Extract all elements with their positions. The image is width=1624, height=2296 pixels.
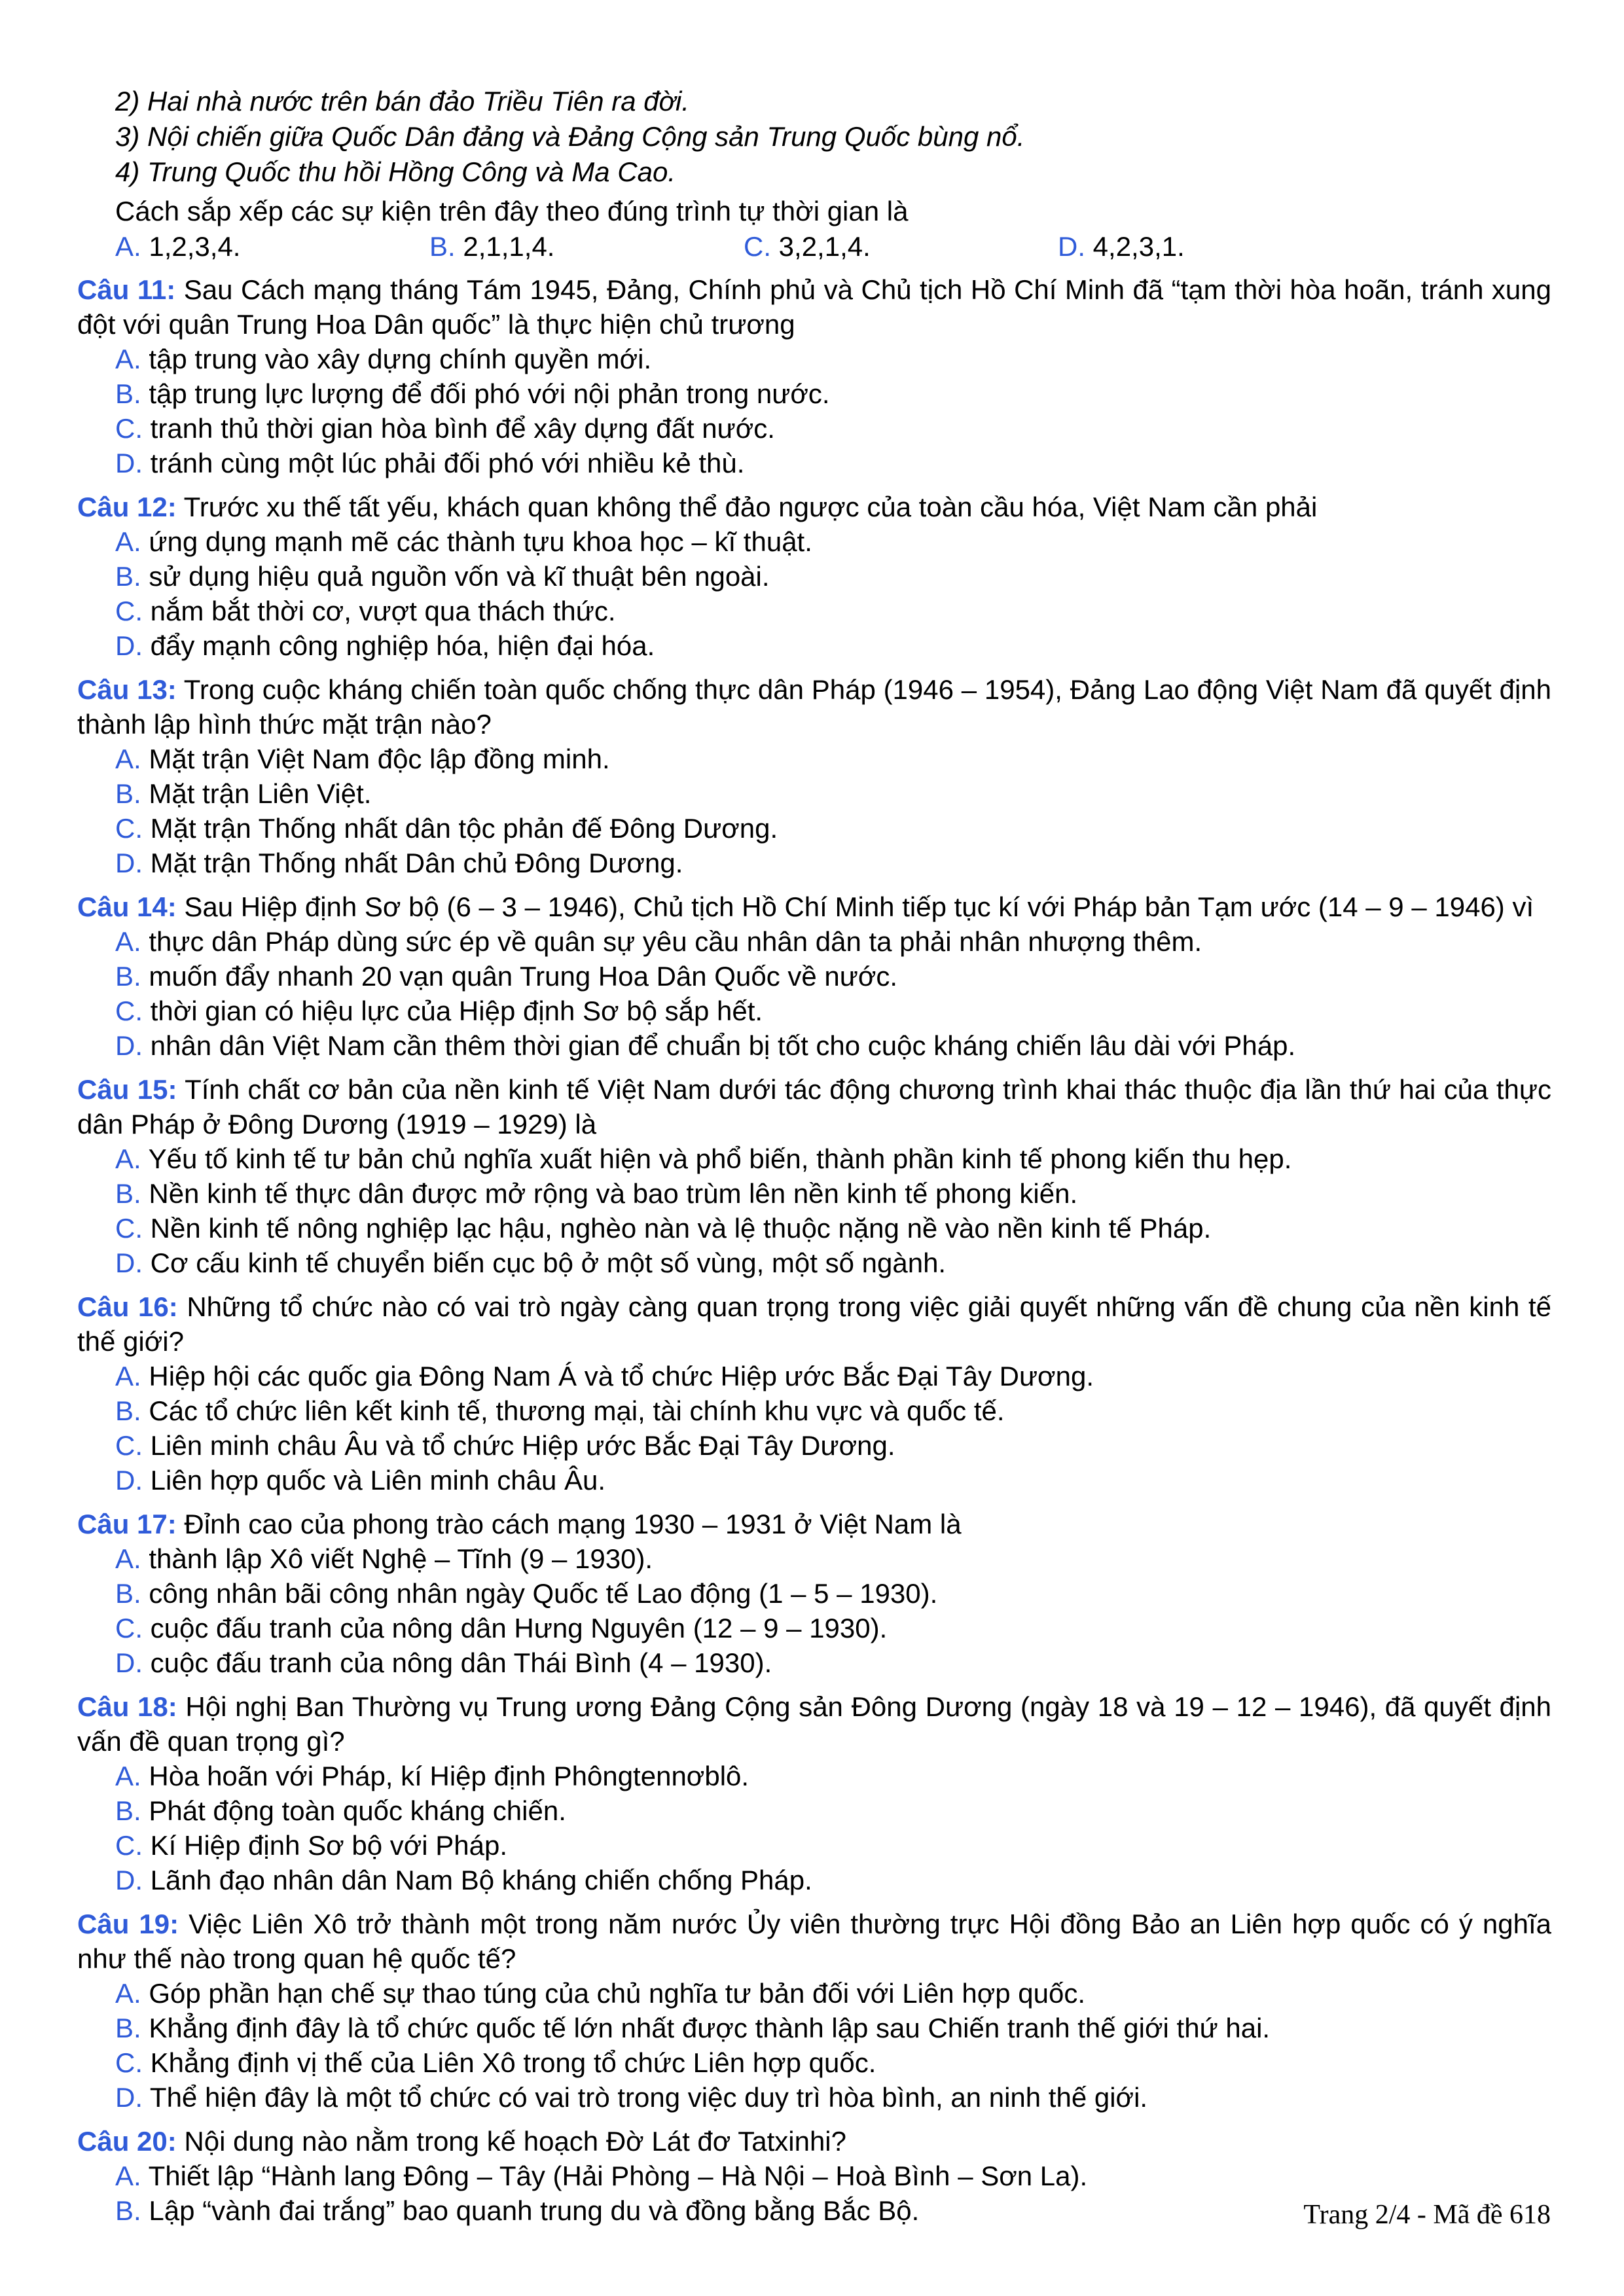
answer-option-a	[115, 1759, 1551, 1793]
option-letter: A.	[115, 1143, 141, 1174]
option-text: Mặt trận Thống nhất Dân chủ Đông Dương.	[143, 848, 683, 878]
option-letter: D.	[115, 1865, 143, 1895]
option-letter: A.	[115, 1978, 141, 2009]
option-text: tập trung vào xây dựng chính quyền mới.	[141, 344, 652, 374]
question-stem: Cách sắp xếp các sự kiện trên đây theo đúng trình tự thời gian là	[115, 196, 909, 226]
answer-option-b	[115, 776, 899, 811]
answer-options	[77, 342, 1551, 480]
answer-option-a	[115, 742, 899, 776]
option-text: Mặt trận Việt Nam độc lập đồng minh.	[141, 744, 610, 774]
option-text: 4,2,3,1.	[1085, 231, 1185, 262]
option-text: sử dụng hiệu quả nguồn vốn và kĩ thuật bên ngoài.	[141, 561, 770, 592]
question	[77, 1507, 1551, 1680]
option-letter: C.	[115, 1213, 143, 1244]
event-item: 4) Trung Quốc thu hồi Hồng Công và Ma Cao.	[115, 156, 676, 187]
question-10-continued	[115, 84, 1555, 264]
option-text: 2,1,1,4.	[455, 231, 555, 262]
option-letter: B.	[115, 2195, 141, 2226]
question-body: Đỉnh cao của phong trào cách mạng 1930 – 1931 ở Việt Nam là	[176, 1509, 962, 1539]
option-letter: C.	[115, 1830, 143, 1861]
option-text: Các tổ chức liên kết kinh tế, thương mại, tài chính khu vực và quốc tế.	[141, 1395, 1005, 1426]
option-text: cuộc đấu tranh của nông dân Hưng Nguyên (12 – 9 – 1930).	[143, 1613, 888, 1643]
answer-option-d	[115, 1463, 1551, 1498]
answer-option-d	[115, 2080, 1551, 2115]
question-text	[77, 1072, 1551, 1141]
option-letter: D.	[115, 1647, 143, 1678]
option-text: tránh cùng một lúc phải đối phó với nhiều kẻ thù.	[143, 448, 745, 478]
question-body: Hội nghị Ban Thường vụ Trung ương Đảng Cộng sản Đông Dương (ngày 18 và 19 – 12 – 1946), đã quyết định vấn đề quan trọng gì?	[77, 1691, 1551, 1757]
option-letter: C.	[115, 813, 143, 844]
answer-option-d	[115, 446, 1551, 480]
option-text: Hòa hoãn với Pháp, kí Hiệp định Phôngtennơblô.	[141, 1761, 749, 1791]
option-text: tập trung lực lượng để đối phó với nội phản trong nước.	[141, 378, 830, 409]
option-text: Góp phần hạn chế sự thao túng của chủ nghĩa tư bản đối với Liên hợp quốc.	[141, 1978, 1086, 2009]
answer-options	[77, 1359, 1551, 1498]
option-text: Thiết lập “Hành lang Đông – Tây (Hải Phòng – Hà Nội – Hoà Bình – Sơn La).	[141, 2161, 1088, 2191]
question-body: Việc Liên Xô trở thành một trong năm nước Ủy viên thường trực Hội đồng Bảo an Liên hợp quốc có ý nghĩa như thế nào trong quan hệ quốc tế?	[77, 1909, 1552, 1974]
answer-option-a	[115, 924, 1551, 959]
question-text	[77, 1689, 1551, 1759]
option-text: Cơ cấu kinh tế chuyển biến cục bộ ở một số vùng, một số ngành.	[143, 1247, 947, 1278]
option-text: Hiệp hội các quốc gia Đông Nam Á và tổ chức Hiệp ước Bắc Đại Tây Dương.	[141, 1361, 1094, 1391]
answer-option-c	[115, 594, 1551, 628]
question-text	[77, 1507, 1551, 1541]
question	[77, 1907, 1551, 2115]
option-text: Khẳng định đây là tổ chức quốc tế lớn nhất được thành lập sau Chiến tranh thế giới thứ hai.	[141, 2013, 1271, 2043]
question-text	[77, 1907, 1551, 1976]
question-body: Sau Cách mạng tháng Tám 1945, Đảng, Chính phủ và Chủ tịch Hồ Chí Minh đã “tạm thời hòa hoãn, tránh xung đột với quân Trung Hoa Dân quốc” là thực hiện chủ trương	[77, 274, 1551, 340]
option-text: thực dân Pháp dùng sức ép về quân sự yêu cầu nhân dân ta phải nhân nhượng thêm.	[141, 926, 1202, 957]
question-text	[77, 272, 1551, 342]
option-letter: A.	[115, 344, 141, 374]
question-body: Những tổ chức nào có vai trò ngày càng quan trọng trong việc giải quyết những vấn đề chung của nền kinh tế thế giới?	[77, 1291, 1551, 1357]
answer-option-b	[115, 1793, 1551, 1828]
answer-options	[77, 1976, 1551, 2115]
answer-option-d	[115, 1863, 1551, 1897]
answer-option-c	[115, 1828, 1551, 1863]
option-letter: B.	[115, 778, 141, 809]
option-letter: D.	[115, 1030, 143, 1061]
answer-options	[77, 1541, 1551, 1680]
option-text: ứng dụng mạnh mẽ các thành tựu khoa học – kĩ thuật.	[141, 526, 812, 557]
option-letter: A.	[115, 1761, 141, 1791]
question-label: Câu 19:	[77, 1909, 179, 1939]
answer-option-c	[115, 811, 899, 846]
option-letter: C.	[115, 996, 143, 1026]
answer-option-a	[115, 342, 1551, 376]
question-text	[77, 672, 1551, 742]
option-letter: A.	[115, 231, 141, 262]
answer-option-c	[115, 1428, 1551, 1463]
option-letter: D.	[115, 848, 143, 878]
option-letter: A.	[115, 1361, 141, 1391]
option-letter: B.	[115, 378, 141, 409]
option-text: Kí Hiệp định Sơ bộ với Pháp.	[143, 1830, 508, 1861]
answer-option-d	[115, 1645, 1551, 1680]
answer-option-d	[1058, 229, 1372, 264]
option-text: đẩy mạnh công nghiệp hóa, hiện đại hóa.	[143, 630, 655, 661]
option-letter: D.	[115, 448, 143, 478]
question	[77, 1689, 1551, 1897]
answer-option-a	[115, 1141, 1551, 1176]
answer-option-a	[115, 1541, 1551, 1576]
option-text: Khẳng định vị thế của Liên Xô trong tổ chức Liên hợp quốc.	[143, 2047, 876, 2078]
answer-option-b	[115, 559, 1551, 594]
answer-option-a	[115, 1976, 1551, 2011]
option-letter: C.	[115, 596, 143, 626]
answer-option-d	[115, 1028, 1551, 1063]
question	[77, 889, 1551, 1063]
option-letter: A.	[115, 2161, 141, 2191]
question	[77, 1289, 1551, 1498]
option-text: 3,2,1,4.	[771, 231, 871, 262]
option-letter: C.	[115, 1613, 143, 1643]
option-text: 1,2,3,4.	[141, 231, 241, 262]
question-label: Câu 12:	[77, 492, 177, 522]
option-letter: D.	[115, 1247, 143, 1278]
question-text	[77, 2124, 1551, 2159]
answer-option-b	[115, 959, 1551, 994]
option-letter: C.	[115, 413, 143, 444]
question-list	[77, 272, 1551, 2237]
answer-option-c	[115, 1211, 1551, 1246]
option-text: Phát động toàn quốc kháng chiến.	[141, 1795, 566, 1826]
option-letter: D.	[1058, 231, 1085, 262]
question-body: Trước xu thế tất yếu, khách quan không thể đảo ngược của toàn cầu hóa, Việt Nam cần phải	[176, 492, 1318, 522]
question-body: Nội dung nào nằm trong kế hoạch Đờ Lát đơ Tatxinhi?	[176, 2126, 846, 2157]
answer-option-c	[115, 994, 1551, 1028]
option-text: Nền kinh tế thực dân được mở rộng và bao trùm lên nền kinh tế phong kiến.	[141, 1178, 1078, 1209]
answer-options	[77, 1759, 1551, 1897]
answer-option-d	[115, 628, 1551, 663]
answer-option-c	[744, 229, 1058, 264]
question-text	[77, 490, 1551, 524]
option-text: thành lập Xô viết Nghệ – Tĩnh (9 – 1930).	[141, 1543, 653, 1574]
option-text: Thể hiện đây là một tổ chức có vai trò trong việc duy trì hòa bình, an ninh thế giới.	[143, 2082, 1148, 2113]
option-text: Lãnh đạo nhân dân Nam Bộ kháng chiến chống Pháp.	[143, 1865, 812, 1895]
option-letter: B.	[115, 1795, 141, 1826]
option-text: cuộc đấu tranh của nông dân Thái Bình (4 – 1930).	[143, 1647, 772, 1678]
option-text: Mặt trận Liên Việt.	[141, 778, 372, 809]
question	[77, 272, 1551, 480]
option-letter: C.	[744, 231, 771, 262]
option-letter: D.	[115, 2082, 143, 2113]
option-letter: A.	[115, 526, 141, 557]
answer-option-a	[115, 1359, 1551, 1393]
option-letter: C.	[115, 2047, 143, 2078]
option-letter: B.	[115, 961, 141, 992]
answer-options	[77, 924, 1551, 1063]
option-letter: A.	[115, 744, 141, 774]
question	[77, 490, 1551, 663]
answer-options	[77, 742, 1551, 880]
answer-option-a	[115, 2159, 1551, 2193]
option-letter: D.	[115, 630, 143, 661]
event-item: 2) Hai nhà nước trên bán đảo Triều Tiên ra đời.	[115, 86, 690, 117]
answer-option-c	[115, 411, 1551, 446]
answer-options	[77, 524, 1551, 663]
option-text: Yếu tố kinh tế tư bản chủ nghĩa xuất hiện và phổ biến, thành phần kinh tế phong kiến thu hẹp.	[141, 1143, 1292, 1174]
question-label: Câu 14:	[77, 891, 177, 922]
question-text	[77, 889, 1551, 924]
question-label: Câu 18:	[77, 1691, 177, 1722]
option-text: Liên minh châu Âu và tổ chức Hiệp ước Bắc Đại Tây Dương.	[143, 1430, 895, 1461]
option-text: Mặt trận Thống nhất dân tộc phản đế Đông Dương.	[143, 813, 778, 844]
option-letter: B.	[115, 561, 141, 592]
option-text: tranh thủ thời gian hòa bình để xây dựng đất nước.	[143, 413, 775, 444]
option-letter: B.	[115, 2013, 141, 2043]
answer-option-b	[115, 376, 1551, 411]
question	[77, 672, 1551, 880]
option-letter: B.	[115, 1395, 141, 1426]
option-text: nhân dân Việt Nam cần thêm thời gian để chuẩn bị tốt cho cuộc kháng chiến lâu dài với Pháp.	[143, 1030, 1296, 1061]
answer-option-b	[115, 1393, 1551, 1428]
option-text: nắm bắt thời cơ, vượt qua thách thức.	[143, 596, 616, 626]
option-letter: D.	[115, 1465, 143, 1496]
answer-options	[115, 229, 1555, 264]
question-label: Câu 20:	[77, 2126, 177, 2157]
answer-option-b	[115, 1576, 1551, 1611]
answer-option-b	[115, 2011, 1551, 2045]
question-body: Trong cuộc kháng chiến toàn quốc chống thực dân Pháp (1946 – 1954), Đảng Lao động Việt Nam đã quyết định thành lập hình thức mặt trận nào?	[77, 674, 1552, 740]
question-label: Câu 17:	[77, 1509, 177, 1539]
answer-option-c	[115, 2045, 1551, 2080]
answer-option-d	[115, 1246, 1551, 1280]
option-letter: A.	[115, 1543, 141, 1574]
question-text	[77, 1289, 1551, 1359]
question-label: Câu 13:	[77, 674, 177, 705]
option-letter: B.	[115, 1178, 141, 1209]
option-text: công nhân bãi công nhân ngày Quốc tế Lao động (1 – 5 – 1930).	[141, 1578, 938, 1609]
option-letter: B.	[115, 1578, 141, 1609]
option-letter: A.	[115, 926, 141, 957]
question-label: Câu 15:	[77, 1074, 177, 1105]
answer-option-b	[429, 229, 744, 264]
answer-options	[77, 1141, 1551, 1280]
event-item: 3) Nội chiến giữa Quốc Dân đảng và Đảng Cộng sản Trung Quốc bùng nổ.	[115, 121, 1025, 152]
question-label: Câu 16:	[77, 1291, 178, 1322]
answer-option-d	[115, 846, 899, 880]
answer-option-b	[115, 1176, 1551, 1211]
option-text: Nền kinh tế nông nghiệp lạc hậu, nghèo nàn và lệ thuộc nặng nề vào nền kinh tế Pháp.	[143, 1213, 1212, 1244]
answer-option-c	[115, 1611, 1551, 1645]
option-text: thời gian có hiệu lực của Hiệp định Sơ bộ sắp hết.	[143, 996, 763, 1026]
answer-option-a	[115, 524, 1551, 559]
option-text: muốn đẩy nhanh 20 vạn quân Trung Hoa Dân Quốc về nước.	[141, 961, 898, 992]
question	[77, 1072, 1551, 1280]
question-body: Tính chất cơ bản của nền kinh tế Việt Nam dưới tác động chương trình khai thác thuộc địa lần thứ hai của thực dân Pháp ở Đông Dương (1919 – 1929) là	[77, 1074, 1552, 1139]
question-body: Sau Hiệp định Sơ bộ (6 – 3 – 1946), Chủ tịch Hồ Chí Minh tiếp tục kí với Pháp bản Tạm ước (14 – 9 – 1946) vì	[176, 891, 1534, 922]
option-text: Liên hợp quốc và Liên minh châu Âu.	[143, 1465, 606, 1496]
question-label: Câu 11:	[77, 274, 176, 305]
option-letter: B.	[429, 231, 456, 262]
option-text: Lập “vành đai trắng” bao quanh trung du và đồng bằng Bắc Bộ.	[141, 2195, 920, 2226]
option-letter: C.	[115, 1430, 143, 1461]
page-footer: Trang 2/4 - Mã đề 618	[1303, 2200, 1551, 2230]
answer-option-a	[115, 229, 429, 264]
